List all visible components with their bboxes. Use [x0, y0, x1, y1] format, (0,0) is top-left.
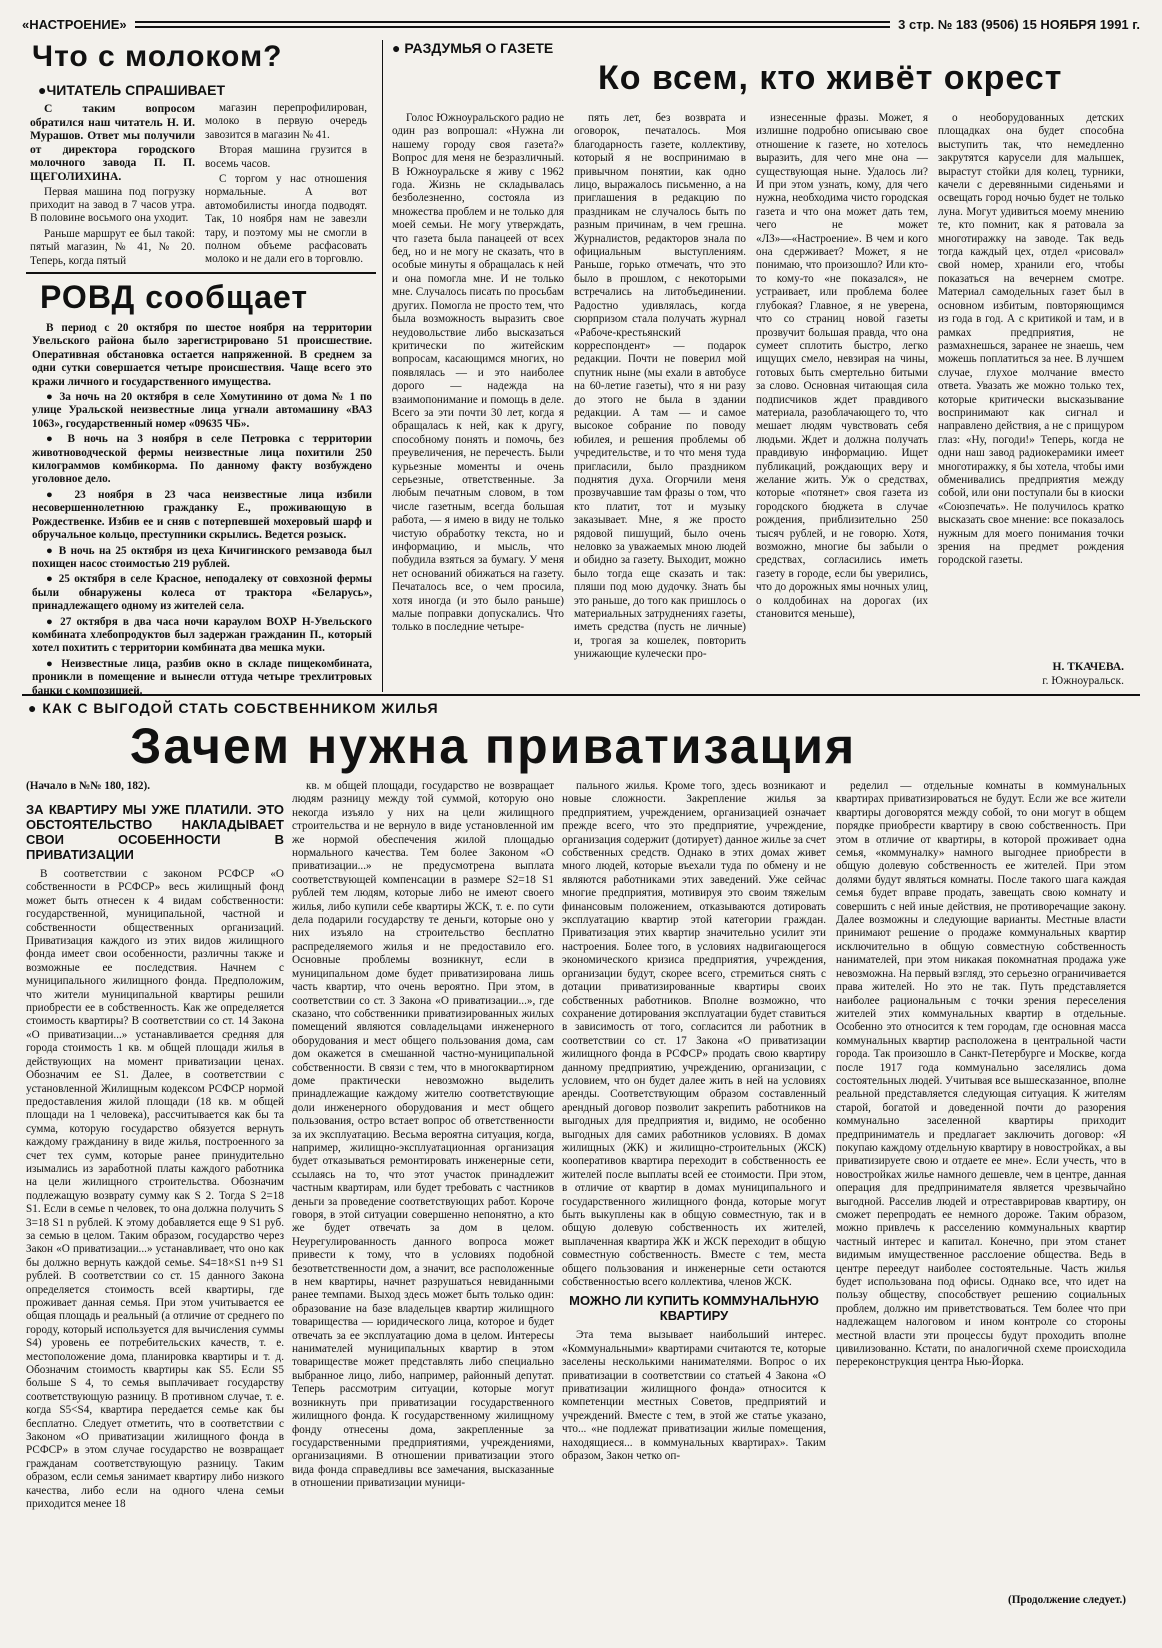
- reflect-para: о необорудованных детских площадках она будет способна выступить так, что немедленно закрутятся карусели для малышек, вырастут стойки для колец, турники, качели с деревянными сиденьями и освещать город ночью будет не только луна. Могут удивиться моему мнению те, кто помнит, как я ратовала за многотиражку на заводе. Так ведь тогда каждый цех, отдел «рисовал» свой номер, хранили его, чтобы показаться на вечернем смотре. Материал самодельных газет был в основном избитым, повторяющимся из года в год. А с критикой и там, и в рамках предприятия, не размахнешься, заранее не знаешь, чем можешь поплатиться за нее. В лучшем случае, глухое молчание вместо ответа. Увазать же можно только тех, которые критически высказывание воспринимают как сигнал и направлено действия, а не с прищуром глаз: «Ну, погоди!» Теперь, когда не одни наш завод радиокерамики имеет многотиражку, я бы хотела, чтобы ими обменивались предприятия между собой, или они поступали бы в киоски «Союзпечать». Не получилось кратко высказать свое мнение: все показалось нужным для моего понимания точки зрения на предмет рождения городской газеты.: [938, 112, 1124, 567]
- rovd-body: [32, 322, 372, 697]
- priv-subhead-1: ЗА КВАРТИРУ МЫ УЖЕ ПЛАТИЛИ. ЭТО ОБСТОЯТЕЛЬСТВО НАКЛАДЫВАЕТ СВОИ ОСОБЕННОСТИ В ПРИВАТИЗАЦИИ: [26, 802, 284, 862]
- milk-para: Первая машина под погрузку приходит на завод в 7 часов утра. В половине восьмого она уходит.: [30, 185, 195, 225]
- milk-col-2: [205, 102, 367, 267]
- milk-para: Вторая машина грузится в восемь часов.: [205, 144, 367, 170]
- reflect-para: изнесенные фразы. Может, я излишне подробно описываю свое отношение к газете, но хотелось выразить, для чего мне она — существующая ныне. Удалось ли? И при этом узнать, кому, для чего нужна, необходима чисто городская газета и что она может дать тем, чего не может «ЛЗ»—«Настроение». В чем и кого она сдерживает? Может, я не понимаю, что произошло? Или кто-то кому-то «не показался», не устраивает, или проблема более глубокая? Главное, я не уверена, что со страниц новой газеты прозвучит большая правда, что она сумеет сплотить быстро, легко ищущих смело, невзирая на чины, готовых быть смертельно битыми за слово. Основная читающая сила подписчиков ждет правдивого материала, разоблачающего то, что мешает людям чувствовать себя людьми. Ждет и должна получать правдивую информацию. Ищет публикаций, рождающих веру и желание жить. Уж о средствах, которые «потянет» своя газета из городского бюджета в случае рождения, приблизительно 250 тысяч рублей, и не говорю. Хотя, возможно, многие бы забыли о средствах, согласились иметь газету в городе, если бы уверились, что до дорожных ямы ночных улиц, о колдобинах на дорогах (их становится меньше),: [756, 112, 928, 621]
- rovd-para: ● 25 октября в селе Красное, неподалеку от совхозной фермы были обнаружены колеса от трактора «Беларусь», принадлежащего одному из жителей села.: [32, 573, 372, 613]
- milk-rubric: ●ЧИТАТЕЛЬ СПРАШИВАЕТ: [38, 82, 226, 98]
- reflect-title: Ко всем, кто живёт окрест: [598, 59, 1063, 97]
- priv-para: пального жилья. Кроме того, здесь возникают и новые сложности. Закрепление жилья за предприятием, учреждением, организацией означает прежде всего, что это предприятие, учреждение, организация содержит (дотирует) данное жилье за счет собственных средств. Однако в этих домах живет много людей, которые въехали туда по обмену и не являются работниками этих заведений. Уже сейчас многие предприятия, мотивируя это своим тяжелым финансовым положением, отказываются дотировать эксплуатацию квартир этой категории граждан. Приватизация этих квартир значительно усилит эти настроения. Более того, в условиях надвигающегося экономического кризиса предприятия, учреждения, организации будут, скорее всего, стремиться снять с дотации приватизированные квартиры своих собственных работников. Вполне возможно, что сохранение дотирования эксплуатации будет ставиться в зависимость от того, согласится ли работник в соответствии со ст. 17 Закона «О приватизации жилищного фонда в РСФСР» продать свою квартиру данному предприятию, учреждению, организации, с условием, что он будет далее жить в ней на условиях аренды. Соответствующим образом составленный арендный договор позволит закрепить работников на выгодных для предприятия и, видимо, не особенно выгодных для самих работников условиях. В домах жилищных (ЖК) и жилищно-строительных (ЖСК) кооперативов квартира переходит в собственность ее жителей после выплаты всей ее стоимости. При этом, в отличие от квартир в домах муниципального и государственного жилищного фонда, которые могут быть выкуплены как в общую совместную, так и в общую долевую собственность их жителей, выплаченная квартира ЖК и ЖСК переходит в общую совместную собственность. Вместе с тем, места общего пользования и инженерные сети остаются собственностью всего коллектива, членов ЖСК.: [562, 780, 826, 1289]
- rovd-para: ● 23 ноября в 23 часа неизвестные лица избили несовершеннолетнюю гражданку Е., проживающую в Рождественке. Избив ее и сняв с потерпевшей мохеровый шарф и обручальное кольцо, преступники скрылись. Ведется розыск.: [32, 488, 372, 542]
- priv-start-note: (Начало в №№ 180, 182).: [26, 780, 151, 792]
- reflect-col-2: [574, 112, 746, 692]
- priv-col-4: [836, 780, 1126, 1590]
- rovd-title: РОВД сообщает: [40, 279, 309, 315]
- priv-title: Зачем нужна приватизация: [130, 718, 857, 774]
- milk-para: С торгом у нас отношения нормальные. А вот автомобилисты иногда подводят. Так, 10 ноября нам не завезли тару, и поэтому мы не смогли в полном объеме расфасовать молоко и не дали его в торговлю.: [205, 173, 367, 266]
- reflect-col-3: [756, 112, 928, 692]
- priv-para: В соответствии с законом РСФСР «О собственности в РСФСР» весь жилищный фонд может быть отнесен к 4 видам собственности: государственной, муниципальной, частной и собственности общественных организаций. Приватизация каждого из этих видов жилищного фонда имеет свои особенности, различны также и возможные ее последствия. Начнем с муниципального жилищного фонда. Предположим, что жители муниципальной квартиры решили приобрести ее в собственность. Как же определяется стоимость квартиры? В соответствии со ст. 14 Закона «О приватизации...» устанавливается средняя для города стоимость 1 кв. м общей площади жилья в действующих на момент приватизации ценах. Обозначим ее S1. Далее, в соответствии с установленной Жилищным кодексом РСФСР нормой предоставления жилой площади (18 кв. м общей площади на 1 человека), рассчитывается как бы та сумма, которую государство обязуется вернуть каждому гражданину в виде жилья, построенного за счет тех сумм, которые ранее принудительно изымались из заработной платы каждого работника на цели жилищного строительства. Обозначим подлежащую возврату сумму как S 2. Тогда S 2=18 S1. Если в семье n человек, то она должна получить S 3=18 S1 n рублей. К этому добавляется еще 9 S1 руб. за семью в целом. Таким образом, государство через Закон «О приватизации...» устанавливает, что оно как бы должно вернуть каждой семье. S4=18×S1 n+9 S1 рублей. В соответствии со ст. 15 данного Закона определяется стоимость всей квартиры, где проживает данная семья. При этом учитывается ее общая площадь и реальный (а отличие от среднего по городу, который используется для вычисления суммы S4) уровень ее потребительских качеств, т. е. местоположение дома, планировка квартиры и т. д. Обозначим стоимость квартиры как S5. Если S5 больше S 4, то семья выплачивает государству соответствующую разницу. В противном случае, т. е. когда S5<S4, квартира передается семье как бы бесплатно. Следует отметить, что в соответствии с Законом «О приватизации жилищного фонда в РСФСР» в этом случае государство не возвращает гражданам соответствующую разницу. Таким образом, если семья занимает квартиру либо низкого качества, либо если на одного члена семьи приходится менее 18: [26, 868, 284, 1511]
- rovd-para: ● За ночь на 20 октября в селе Хомутинино от дома № 1 по улице Уральской неизвестные лица угнали автомашину «ВАЗ 1063», государственный номер «09635 ЧБ».: [32, 391, 372, 430]
- masthead-issue: 3 стр. № 183 (9506) 15 НОЯБРЯ 1991 г.: [898, 16, 1140, 32]
- reflect-col-1: [392, 112, 564, 692]
- milk-para: магазин перепрофилирован, молоко в первую очередь завозится в магазин № 41.: [205, 102, 367, 141]
- priv-col-1: [26, 798, 284, 1616]
- rovd-para: ● В ночь на 3 ноября в селе Петровка с территории животноводческой фермы неизвестные лица похитили 250 килограммов комбикорма. По данному факту возбуждено уголовное дело.: [32, 433, 372, 486]
- milk-lead: С таким вопросом обратился наш читатель Н. И. Мурашов. Ответ мы получили от директора городского молочного завода П. П. ЩЕГОЛИХИНА.: [30, 102, 195, 183]
- priv-para: Эта тема вызывает наибольший интерес. «Коммунальными» квартирами считаются те, которые заселены несколькими нанимателями. Вопрос о их приватизации в соответствии со статьей 4 Закона «О приватизации жилищного фонда» относится к компетенции местных Советов, предприятий и учреждений. Вместе с тем, в этой же статье указано, что... «не подлежат приватизации жилые помещения, находящиеся... в коммунальных квартирах». Таким образом, Закон четко оп-: [562, 1329, 826, 1463]
- priv-subhead-2: МОЖНО ЛИ КУПИТЬ КОММУНАЛЬНУЮ КВАРТИРУ: [569, 1293, 819, 1324]
- author-name: Н. ТКАЧЕВА.: [1052, 661, 1124, 673]
- milk-rule: [26, 272, 376, 274]
- column-divider: [382, 40, 383, 692]
- priv-para: кв. м общей площади, государство не возвращает людям разницу между той суммой, которую оно некогда изъяло у них на цели жилищного строительства и не вернуло в виде установленной им же нормой обеспечения жилой площадью нормального качества. Тем более Законом «О приватизации...» не предусмотрена выплата соответствующей компенсации в размере S2=18 S1 рублей тем людям, которые либо не имеют своего жилья, либо купили себе квартиры ЖСК, т. е. по сути дела подарили государству те деньги, которые оно у них изъяло на строительство бесплатно распределяемого жилья и не предоставило его. Основные проблемы возникнут, если в муниципальном доме будет приватизирована лишь часть квартир, что очень вероятно. При этом, в соответствии со ст. 3 Закона «О приватизации...», где сказано, что собственники приватизированных жилых помещений являются совладельцами инженерного оборудования и мест общего пользования дома, сам дом окажется в смешанной частно-муниципальной собственности. В связи с тем, что в многоквартирном доме практически невозможно выделить принадлежащие каждому жителю соответствующие доли инженерного оборудования и мест общего пользования, остро встает вопрос об ответственности за их эксплуатацию. Весьма вероятна ситуация, когда, например, жилищно-эксплуатационная организация будет отказываться ремонтировать инженерные сети, ссылаясь на то, что этот участок принадлежит частным квартирам, или будет требовать с частников деньги за проведение соответствующих работ. Короче говоря, в этой ситуации совершенно непонятно, а кто же будет отвечать за дом в целом. Неурегулированность данного вопроса может привести к тому, что в условиях подобной безответственности дом, а значит, все расположенные в нем квартиры, начнет разрушаться невиданными ранее темпами. Выход здесь может быть только один: образование на базе владельцев квартир жилищного товарищества — юридического лица, которое и будет отвечать за ее эксплуатацию дома в целом. Интересы нанимателей муниципальных квартир в этом товариществе может представлять либо специально выбранное лицо, либо, например, районный депутат. Теперь рассмотрим ситуации, которые могут возникнуть при приватизации государственного жилищного фонда. К государственному жилищному фонду отнесены дома, закрепленные за государственными предприятиями, учреждениями, организациями. В отношении приватизации этого вида фонда справедливы все замечания, высказанные в отношении приватизации муници-: [292, 780, 554, 1490]
- priv-rubric: ● КАК С ВЫГОДОЙ СТАТЬ СОБСТВЕННИКОМ ЖИЛЬЯ: [28, 700, 439, 716]
- rovd-para: ● В ночь на 25 октября из цеха Кичигинского ремзавода был похищен насос стоимостью 219 рублей.: [32, 544, 372, 570]
- priv-para: ределил — отдельные комнаты в коммунальных квартирах приватизироваться не будут. Если же все жители квартиры договорятся между собой, то они могут в общем порядке приобрести квартиру в свою собственность. При этом в отличие от квартиры, в которой проживает одна семья, «коммуналку» намного выгоднее приобрести в общую долевую собственность ее жителей. При этом долями будут являться комнаты. После такого шага каждая семья будет вправе продать, завещать свою комнату и совершить с ней иные действия, не противоречащие закону. Далее возможны и следующие варианты. Местные власти принимают решение о продаже коммунальных квартир исключительно в общую совместную собственность нанимателей, при этом никакая покомнатная продажа уже невозможна. На первый взгляд, это серьезно ограничивается права жителей. Но это не так. Путь представляется наиболее рациональным с точки зрения переселения жителей этих коммунальных квартир в отдельные. Особенно это относится к тем городам, где основная масса коммунальных квартир расположена в центральной части города. Так произошло в Санкт-Петербурге и Москве, когда после 1917 года коммунально заселялись дома состоятельных людей. Учитывая все вышесказанное, вполне реальной представляется следующая ситуация. К жителям старой, богатой и доведенной почти до разорения коммунально заселенной квартиры приходит предприниматель и предлагает заключить договор: «Я покупаю каждому отдельную квартиру в новостройках, а вы приватизируете свою и отдаете ее мне». Если учесть, что в новостройках жилье намного дешевле, чем в центре, данная операция для предпринимателя является чрезвычайно выгодной. Расселив людей и отреставрировав квартиру, он сможет перепродать ее немного дороже. Таким образом, можно привлечь к расселению коммунальных квартир частный интерес и капитал. Конечно, при этом станет видимым имущественное расслоение общества. Ведь в центре переедут наиболее состоятельные. Часть жилья будет использована под офисы. Однако все, что идет на пользу обществу, способствует решению социальных проблем, должно им приветствоваться. Тем более что при надлежащем налоговом и ином контроле со стороны местной власти эти процессы будут проходить вполне цивилизованно. Кстати, по аналогичной схеме происходила перереконструкция центра Нью-Йорка.: [836, 780, 1126, 1369]
- milk-para: Раньше маршрут ее был такой: пятый магазин, № 41, № 20. Теперь, когда пятый: [30, 227, 195, 267]
- reflect-col-4: [938, 112, 1124, 660]
- author-city: г. Южноуральск.: [1042, 675, 1124, 687]
- reflect-signature: [938, 660, 1124, 688]
- priv-col-3: [562, 780, 826, 1616]
- milk-title: Что с молоком?: [32, 40, 283, 73]
- milk-col-1: [30, 102, 195, 267]
- reflect-rubric: ● РАЗДУМЬЯ О ГАЗЕТЕ: [392, 40, 554, 56]
- rovd-para: В период с 20 октября по шестое ноября на территории Увельского района было зарегистрировано 51 происшествие. Оперативная обстановка остается напряженной. В среднем за одни сутки совершается четыре происшествия. Чаще всего это кражи личного и государственного имущества.: [32, 322, 372, 388]
- reflect-para: пять лет, без возврата и оговорок, печаталось. Моя благодарность газете, коллективу, который я не воспринимаю в привычном понятии, как одно лицо, выражалось письменно, а на приглашения в редакцию по праздникам не случалось быть по разным причинам, в чем грешна. Журналистов, редакторов знала по официальным выступлениям. Раньше, горько отмечать, что это было в прошлом, с некоторыми встречались на литобъединении. Радостно удивлялась, когда сюрпризом стала получать журнал «Рабоче-крестьянский корреспондент» — подарок редакции. Почти не поверил мой спутник ныне (мы ехали в автобусе на 60-летие газеты), что я ни разу до этого не была в здании редакции. А там — и самое высокое собрание по поводу юбилея, и решения проблемы об учредительстве, и то что меня туда пригласили, было праздником поднятия духа. Огорчили меня прозвучавшие там фразы о том, что кто платит, тот и музыку заказывает. Мне, я же просто рядовой пишущий, было очень неловко за уважаемых мною людей и обидно за газету. Выходит, можно было тогда еще сказать и так: пляши под мою дудочку. Знать бы это раньше, до того как пришлось о материальных затруднениях газеты, иметь средства (пусть не личные) и, трогая за кошелек, повторить унижающие кулечески про-: [574, 112, 746, 661]
- masthead: [22, 14, 1140, 34]
- section-rule: [22, 694, 1140, 696]
- rovd-para: ● 27 октября в два часа ночи караулом ВОХР Н-Увельского комбината хлебопродуктов был задержан гражданин П., который хотел похитить с территории комбината два мешка муки.: [32, 615, 372, 655]
- masthead-title: «НАСТРОЕНИЕ»: [22, 16, 127, 32]
- priv-continued-note: (Продолжение следует.): [1008, 1594, 1126, 1606]
- rovd-para: ● Неизвестные лица, разбив окно в складе пищекомбината, проникли в помещение и вынесли оттуда четыре трехлитровых банки с композицией.: [32, 657, 372, 697]
- priv-col-2: [292, 780, 554, 1616]
- masthead-rule: [135, 21, 891, 28]
- reflect-para: Голос Южноуральского радио не один раз вопрошал: «Нужна ли нашему городу своя газета?» Вопрос для меня не безразличный. В Южноуральске я живу с 1962 года. Жизнь не складывалась безболезненно, состояла из множества проблем и не только для моей семьи. Не могу утверждать, что газета была панацеей от всех бед, но и не могу не сказать, что в особые минуты я обращалась к ней и она помогла мне. И не только мне. Случалось писать по просьбам других. Помогла не просто тем, что была возможность выразить свое неудовольствие либо высказаться критически по житейским вопросам, касающимся многих, но появлялась — и это наиболее дорого — надежда на взаимопонимание и помощь в деле. Всего за эти почти 30 лет, когда я обращалась к ней, как к другу, способному понять и помочь, без преувеличения, не перечесть. Были курьезные моменты и очень серьезные, ответственные. За любым печатным словом, в том числе газетным, всегда большая работа, — я имею в виду не только чистую обработку текста, но и информацию, и мысль, что побудила взяться за бумагу. У меня нет оснований обижаться на газету. Печаталось все, о чем просила, хотя иногда (и это было раньше) малые поправки допускались. Что только в последние четыре-: [392, 112, 564, 634]
